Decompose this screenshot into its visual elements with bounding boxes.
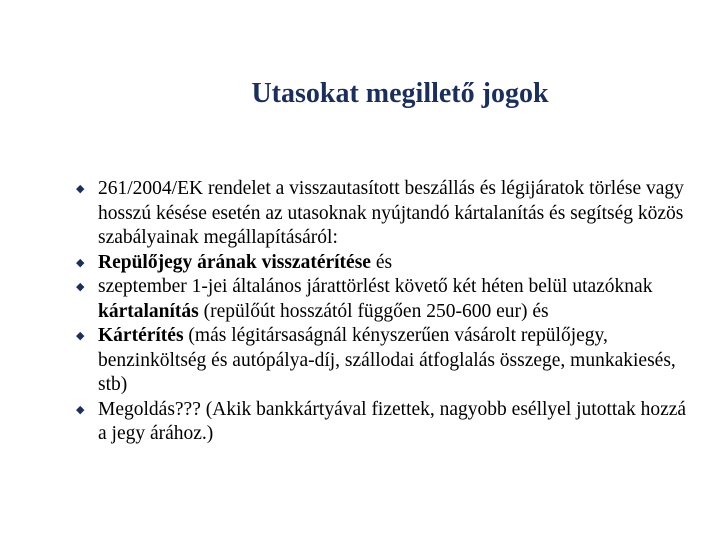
bullet-item xyxy=(76,275,696,324)
bullet-text-bold: Repülőjegy árának visszatérítése xyxy=(98,251,371,273)
bullet-item xyxy=(76,251,696,276)
diamond-bullet-icon: ◆ xyxy=(76,281,85,293)
slide-title: Utasokat megillető jogok xyxy=(251,78,549,109)
bullet-item xyxy=(76,177,696,251)
bullet-text-bold: kártalanítás xyxy=(98,300,199,322)
bullet-text-bold: Kártérítés xyxy=(98,325,184,346)
bullet-list xyxy=(76,177,696,447)
diamond-bullet-icon: ◆ xyxy=(76,403,85,416)
bullet-text: szeptember 1-jei általános járattörlést követő két héten belül utazóknak xyxy=(98,276,653,297)
bullet-item xyxy=(76,324,696,398)
diamond-bullet-icon: ◆ xyxy=(76,330,85,342)
bullet-item xyxy=(76,398,696,447)
bullet-text: (repülőút hosszától függően 250-600 eur) és xyxy=(198,300,549,322)
bullet-text: (más légitársaságnál kényszerűen vásárolt repülőjegy, benzinköltség és autópálya-díj, szállodai átfoglalás összege, munkakiesés, stb) xyxy=(98,325,676,395)
diamond-bullet-icon: ◆ xyxy=(76,183,85,195)
diamond-bullet-icon: ◆ xyxy=(76,256,85,269)
bullet-text: 261/2004/EK rendelet a visszautasított beszállás és légijáratok törlése vagy hosszú késése esetén az utasoknak nyújtandó kártalanítás és segítség közös szabályainak megállapításáról: xyxy=(98,178,684,248)
bullet-text: és xyxy=(370,251,393,273)
bullet-text: Megoldás??? (Akik bankkártyával fizettek, nagyobb eséllyel jutottak hozzá a jegy árához.) xyxy=(98,398,687,444)
